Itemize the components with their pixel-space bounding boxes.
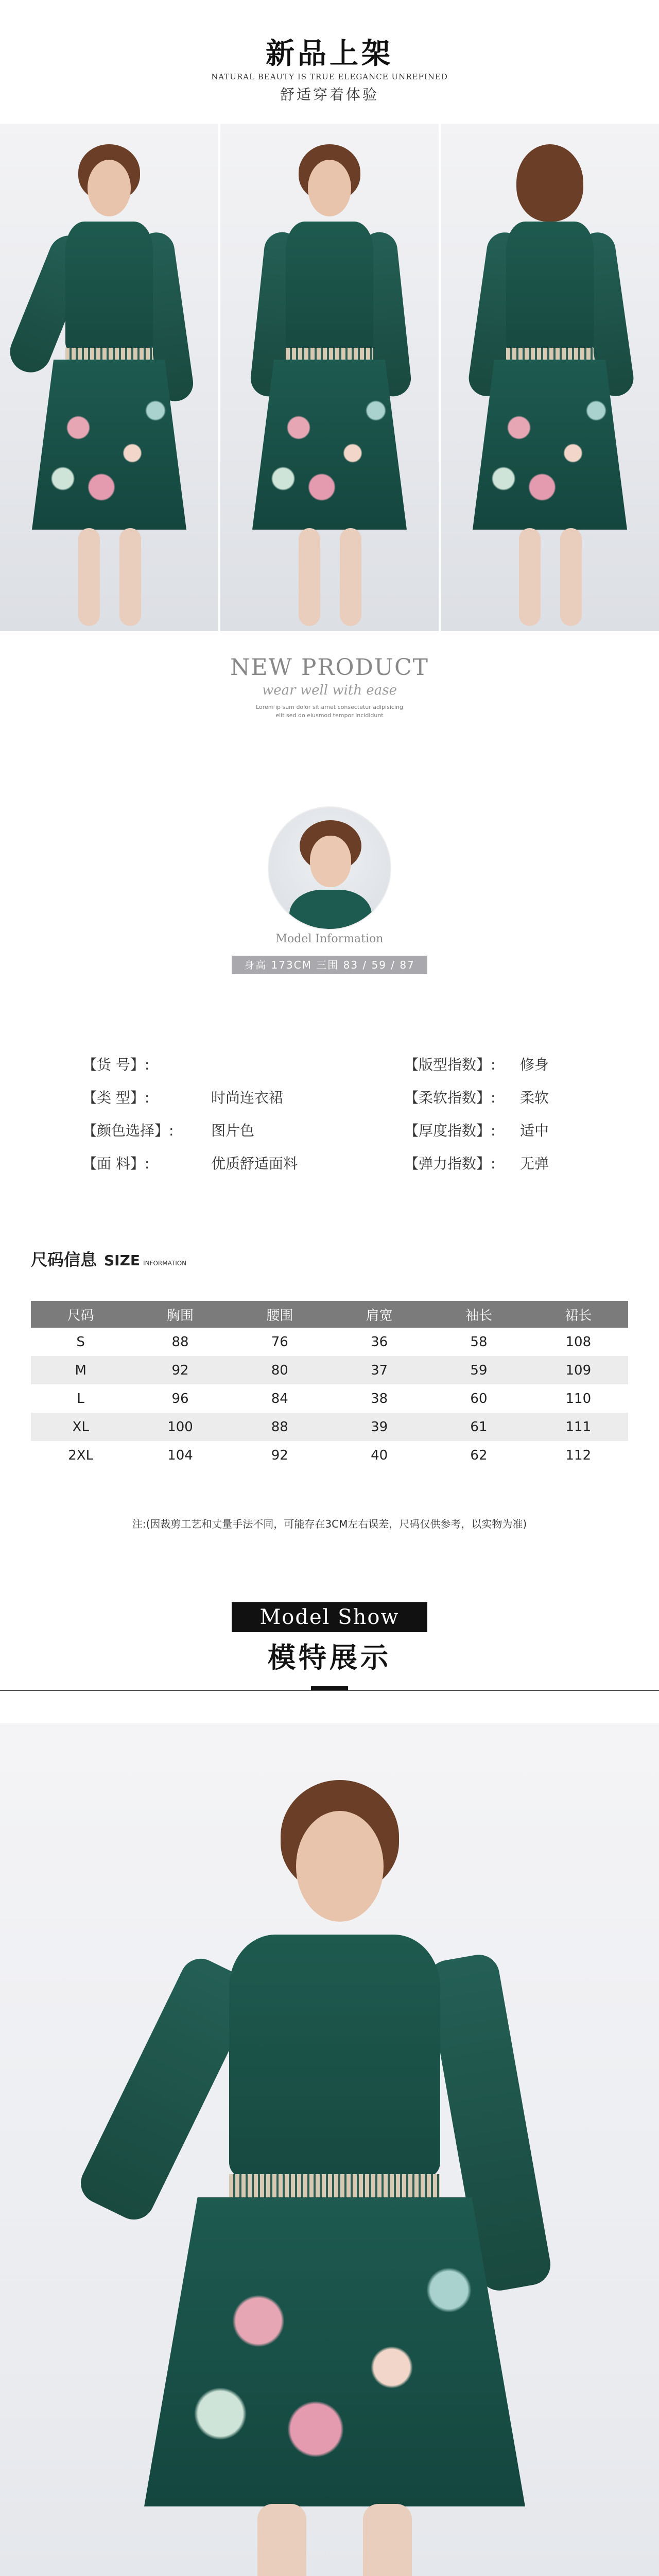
attribute-label: 【面 料】:: [82, 1155, 150, 1172]
page-title: 新品上架: [266, 37, 393, 71]
new-product-title: NEW PRODUCT: [230, 654, 429, 681]
table-cell: L: [77, 1391, 84, 1406]
attribute-value: 柔软: [520, 1089, 549, 1106]
table-cell: 58: [470, 1334, 488, 1350]
model-show-photo[interactable]: [0, 1723, 659, 2576]
table-cell: 2XL: [68, 1447, 94, 1463]
table-cell: S: [76, 1334, 85, 1350]
attribute-value: 无弹: [520, 1155, 549, 1172]
attribute-label: 【版型指数】:: [404, 1056, 496, 1073]
product-photo-strip: [0, 124, 659, 631]
table-cell: 88: [230, 1413, 330, 1441]
attribute-label: 【颜色选择】:: [82, 1122, 174, 1139]
table-cell: 111: [529, 1413, 628, 1441]
attribute-value: 修身: [520, 1056, 549, 1073]
product-photo-back[interactable]: [441, 124, 659, 631]
attribute-label: 【类 型】:: [82, 1089, 150, 1106]
attribute-row: [82, 1087, 587, 1120]
table-cell: 40: [371, 1447, 388, 1463]
table-cell: 92: [130, 1356, 230, 1384]
size-col-header: 袖长: [429, 1301, 528, 1328]
table-row: [31, 1413, 628, 1441]
model-show-title-cn: 模特展示: [268, 1641, 391, 1674]
table-cell: 110: [565, 1391, 592, 1406]
model-stats-bar: 身高 173CM 三围 83 / 59 / 87: [232, 956, 427, 974]
table-cell: XL: [31, 1413, 130, 1441]
new-product-small-line-2: elit sed do eiusmod tempor incididunt: [275, 712, 384, 719]
divider-accent: [311, 1686, 348, 1690]
table-cell: 80: [230, 1356, 330, 1384]
attribute-label: 【弹力指数】:: [404, 1155, 496, 1172]
header-subtitle-en: NATURAL BEAUTY IS TRUE ELEGANCE UNREFINED: [211, 72, 448, 81]
attribute-label: 【厚度指数】:: [404, 1122, 496, 1139]
table-cell: 38: [371, 1391, 388, 1406]
product-attributes: [82, 1054, 587, 1185]
table-cell: 36: [371, 1334, 388, 1350]
attribute-row: [82, 1153, 587, 1185]
new-product-small-line-1: Lorem ip sum dolor sit amet consectetur adipisicing: [256, 704, 403, 710]
size-col-header: 尺码: [31, 1301, 130, 1328]
table-cell: 61: [429, 1413, 528, 1441]
model-information-label: Model Information: [275, 933, 384, 945]
size-col-header: 腰围: [230, 1301, 330, 1328]
size-title-info: INFORMATION: [143, 1260, 187, 1267]
size-table-header-row: [31, 1301, 628, 1328]
table-cell: 112: [565, 1447, 592, 1463]
size-table: [31, 1301, 628, 1469]
attribute-value: 适中: [520, 1122, 549, 1139]
table-cell: 96: [171, 1391, 189, 1406]
attribute-value: 图片色: [211, 1122, 255, 1139]
table-row: [31, 1356, 628, 1384]
size-col-header: 肩宽: [330, 1301, 429, 1328]
attribute-value: 优质舒适面料: [211, 1155, 298, 1172]
attribute-row: [82, 1120, 587, 1153]
new-product-subtitle: wear well with ease: [262, 683, 397, 698]
table-cell: 37: [330, 1356, 429, 1384]
attribute-label: 【货 号】:: [82, 1056, 150, 1073]
product-photo-front-left[interactable]: [0, 124, 218, 631]
table-cell: 100: [130, 1413, 230, 1441]
table-cell: 109: [529, 1356, 628, 1384]
attribute-row: [82, 1054, 587, 1087]
model-show-title: Model Show: [232, 1602, 427, 1632]
product-photo-front[interactable]: [220, 124, 439, 631]
table-cell: 84: [271, 1391, 288, 1406]
table-cell: 62: [470, 1447, 488, 1463]
attribute-label: 【柔软指数】:: [404, 1089, 496, 1106]
table-cell: 88: [171, 1334, 189, 1350]
header-subtitle-cn: 舒适穿着体验: [280, 86, 379, 103]
size-title-cn: 尺码信息: [31, 1250, 97, 1269]
table-cell: M: [31, 1356, 130, 1384]
attribute-value: 时尚连衣裙: [211, 1089, 284, 1106]
model-avatar: [268, 806, 391, 930]
size-note: 注:(因裁剪工艺和丈量手法不同，可能存在3CM左右误差，尺码仅供参考，以实物为准): [132, 1518, 527, 1530]
size-chart-heading: [31, 1247, 186, 1270]
table-cell: 76: [271, 1334, 288, 1350]
size-title-en: SIZE: [104, 1252, 141, 1269]
table-cell: 104: [167, 1447, 193, 1463]
new-product-small-text: [0, 703, 659, 720]
table-cell: 92: [271, 1447, 288, 1463]
size-col-header: 胸围: [130, 1301, 230, 1328]
table-row: [31, 1441, 628, 1469]
table-cell: 60: [470, 1391, 488, 1406]
size-col-header: 裙长: [529, 1301, 628, 1328]
table-cell: 59: [429, 1356, 528, 1384]
table-cell: 39: [330, 1413, 429, 1441]
table-row: [31, 1328, 628, 1356]
table-cell: 108: [565, 1334, 592, 1350]
table-row: [31, 1384, 628, 1413]
